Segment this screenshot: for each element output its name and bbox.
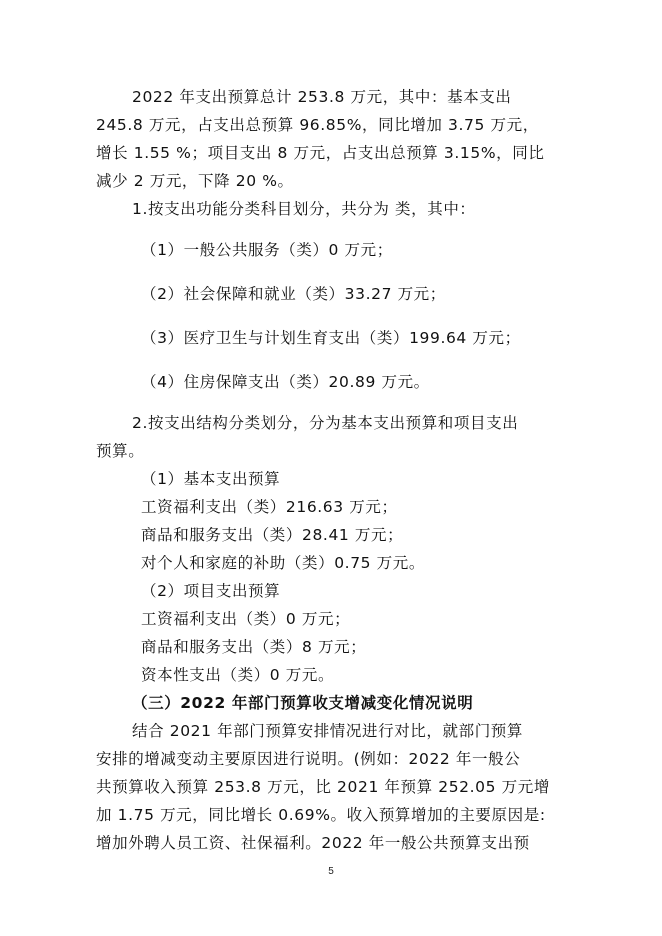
explanation-line-3: 共预算收入预算 253.8 万元，比 2021 年预算 252.05 万元增	[96, 778, 550, 796]
section-heading: （三）2022 年部门预算收支增减变化情况说明	[132, 694, 474, 712]
functional-item-1: （1）一般公共服务（类）0 万元；	[141, 241, 393, 259]
page-number: 5	[328, 866, 334, 877]
structure-heading-line-2: 预算。	[96, 442, 145, 460]
basic-item-1-text: 工资福利支出（类）216.63 万元；	[141, 498, 398, 516]
project-item-1-text: 工资福利支出（类）0 万元；	[141, 610, 351, 628]
summary-line-1: 2022 年支出预算总计 253.8 万元，其中：基本支出	[132, 88, 512, 106]
project-item-1	[141, 609, 350, 629]
project-item-3-text: 资本性支出（类）0 万元。	[141, 666, 335, 684]
basic-item-1	[141, 497, 398, 517]
functional-item-2: （2）社会保障和就业（类）33.27 万元；	[141, 285, 446, 303]
project-item-2	[141, 637, 366, 657]
explanation-line-1: 结合 2021 年部门预算安排情况进行对比，就部门预算	[132, 722, 524, 740]
basic-item-2	[141, 525, 403, 545]
project-item-3	[141, 665, 334, 685]
project-item-2-text: 商品和服务支出（类）8 万元；	[141, 638, 367, 656]
project-heading: （2）项目支出预算	[141, 582, 281, 600]
explanation-line-5: 增加外聘人员工资、社保福利。2022 年一般公共预算支出预	[96, 834, 530, 852]
functional-item-4: （4）住房保障支出（类）20.89 万元。	[141, 373, 430, 391]
functional-item-3: （3）医疗卫生与计划生育支出（类）199.64 万元；	[141, 329, 521, 347]
basic-item-2-text: 商品和服务支出（类）28.41 万元；	[141, 526, 404, 544]
explanation-line-4: 加 1.75 万元，同比增长 0.69%。收入预算增加的主要原因是:	[96, 806, 546, 824]
functional-heading: 1.按支出功能分类科目划分，共分为 类，其中：	[132, 200, 476, 218]
explanation-line-2: 安排的增减变动主要原因进行说明。(例如：2022 年一般公	[96, 750, 521, 768]
basic-item-3	[141, 553, 425, 573]
summary-line-4: 减少 2 万元，下降 20 %。	[96, 172, 294, 190]
structure-heading-line-1: 2.按支出结构分类划分，分为基本支出预算和项目支出	[132, 414, 519, 432]
basic-item-3-text: 对个人和家庭的补助（类）0.75 万元。	[141, 554, 425, 572]
basic-heading: （1）基本支出预算	[141, 470, 281, 488]
summary-line-3: 增长 1.55 %；项目支出 8 万元，占支出总预算 3.15%，同比	[96, 144, 545, 162]
summary-line-2: 245.8 万元，占支出总预算 96.85%，同比增加 3.75 万元，	[96, 116, 539, 134]
